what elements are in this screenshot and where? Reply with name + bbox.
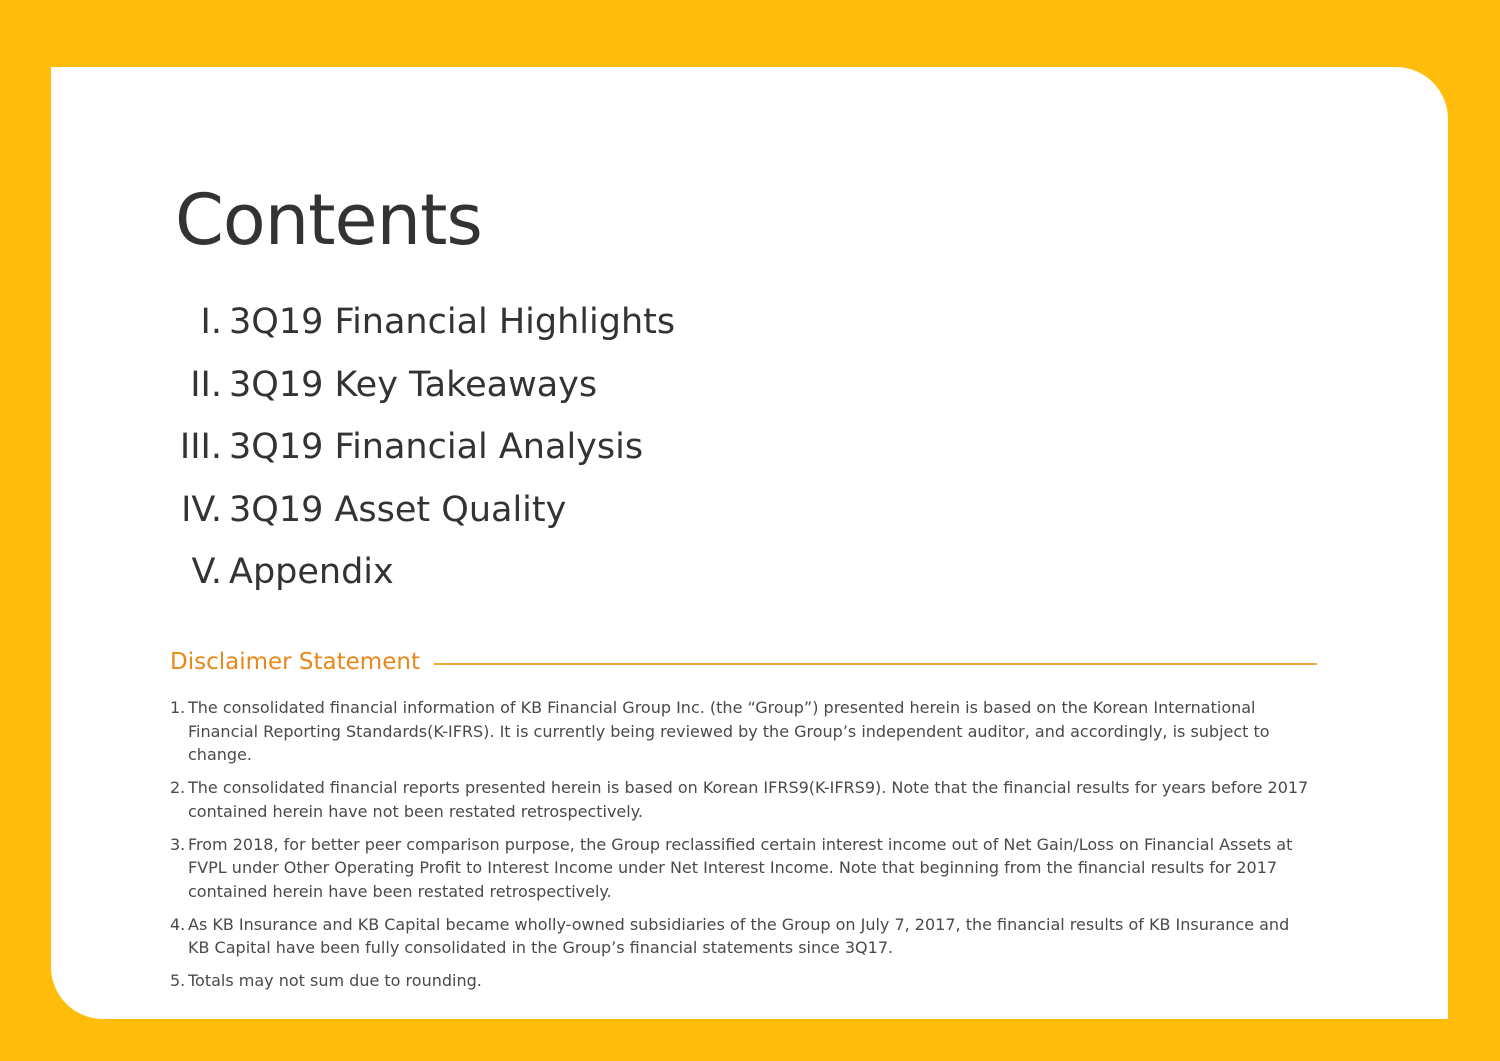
toc-item-3[interactable] [171,427,675,493]
toc-numeral: III. [179,427,222,467]
disclaimer-list [170,696,1310,1002]
toc-item-2[interactable] [171,364,675,431]
disclaimer-item-2 [170,776,1310,823]
toc-label: 3Q19 Asset Quality [229,489,567,530]
disclaimer-item-3 [170,833,1310,904]
toc-numeral: II. [190,364,222,405]
disclaimer-number: 4. [170,914,186,934]
toc-item-1[interactable] [171,302,676,368]
toc-numeral: I. [200,302,222,342]
toc-numeral: V. [191,552,222,592]
disclaimer-number: 2. [170,778,186,797]
disclaimer-item-4 [170,913,1310,960]
disclaimer-text: As KB Insurance and KB Capital became wholly-owned subsidiaries of the Group on July 7, 2017, the financial results of KB Insurance and KB Capital have been fully consolidated in the Group’s financial statements since 3Q17. [188,914,1290,957]
disclaimer-number: 5. [170,971,186,990]
toc-label: 3Q19 Financial Analysis [229,427,644,467]
toc-label: Appendix [229,552,394,592]
disclaimer-item-5 [170,969,1310,993]
disclaimer-header [170,651,1317,674]
divider-line [434,663,1317,665]
disclaimer-text: The consolidated financial reports presented herein is based on Korean IFRS9(K-IFRS9). Note that the financial results for years before 2017 contained herein have not been restated retrospectively. [188,778,1309,821]
disclaimer-title: Disclaimer Statement [170,649,420,675]
toc-numeral: IV. [181,489,222,530]
disclaimer-text: The consolidated financial information of KB Financial Group Inc. (the “Group”) presented herein is based on the Korean International Financial Reporting Standards(K-IFRS). It is currently being reviewed by the Group’s independent auditor, and accordingly, is subject to change. [188,698,1270,764]
disclaimer-text: From 2018, for better peer comparison purpose, the Group reclassified certain interest income out of Net Gain/Loss on Financial Assets at FVPL under Other Operating Profit to Interest Income under Net Interest Income. Note that beginning from the financial results for 2017 contained herein have been restated retrospectively. [188,834,1293,901]
toc-label: 3Q19 Financial Highlights [229,302,676,342]
table-of-contents [171,302,676,618]
disclaimer-text: Totals may not sum due to rounding. [188,971,482,990]
disclaimer-number: 3. [170,834,186,854]
page-title: Contents [175,179,482,261]
toc-item-4[interactable] [171,489,675,556]
toc-item-5[interactable] [171,552,675,618]
toc-label: 3Q19 Key Takeaways [229,364,598,405]
disclaimer-item-1 [170,696,1310,767]
disclaimer-number: 1. [170,698,186,717]
content-card [51,67,1448,1019]
